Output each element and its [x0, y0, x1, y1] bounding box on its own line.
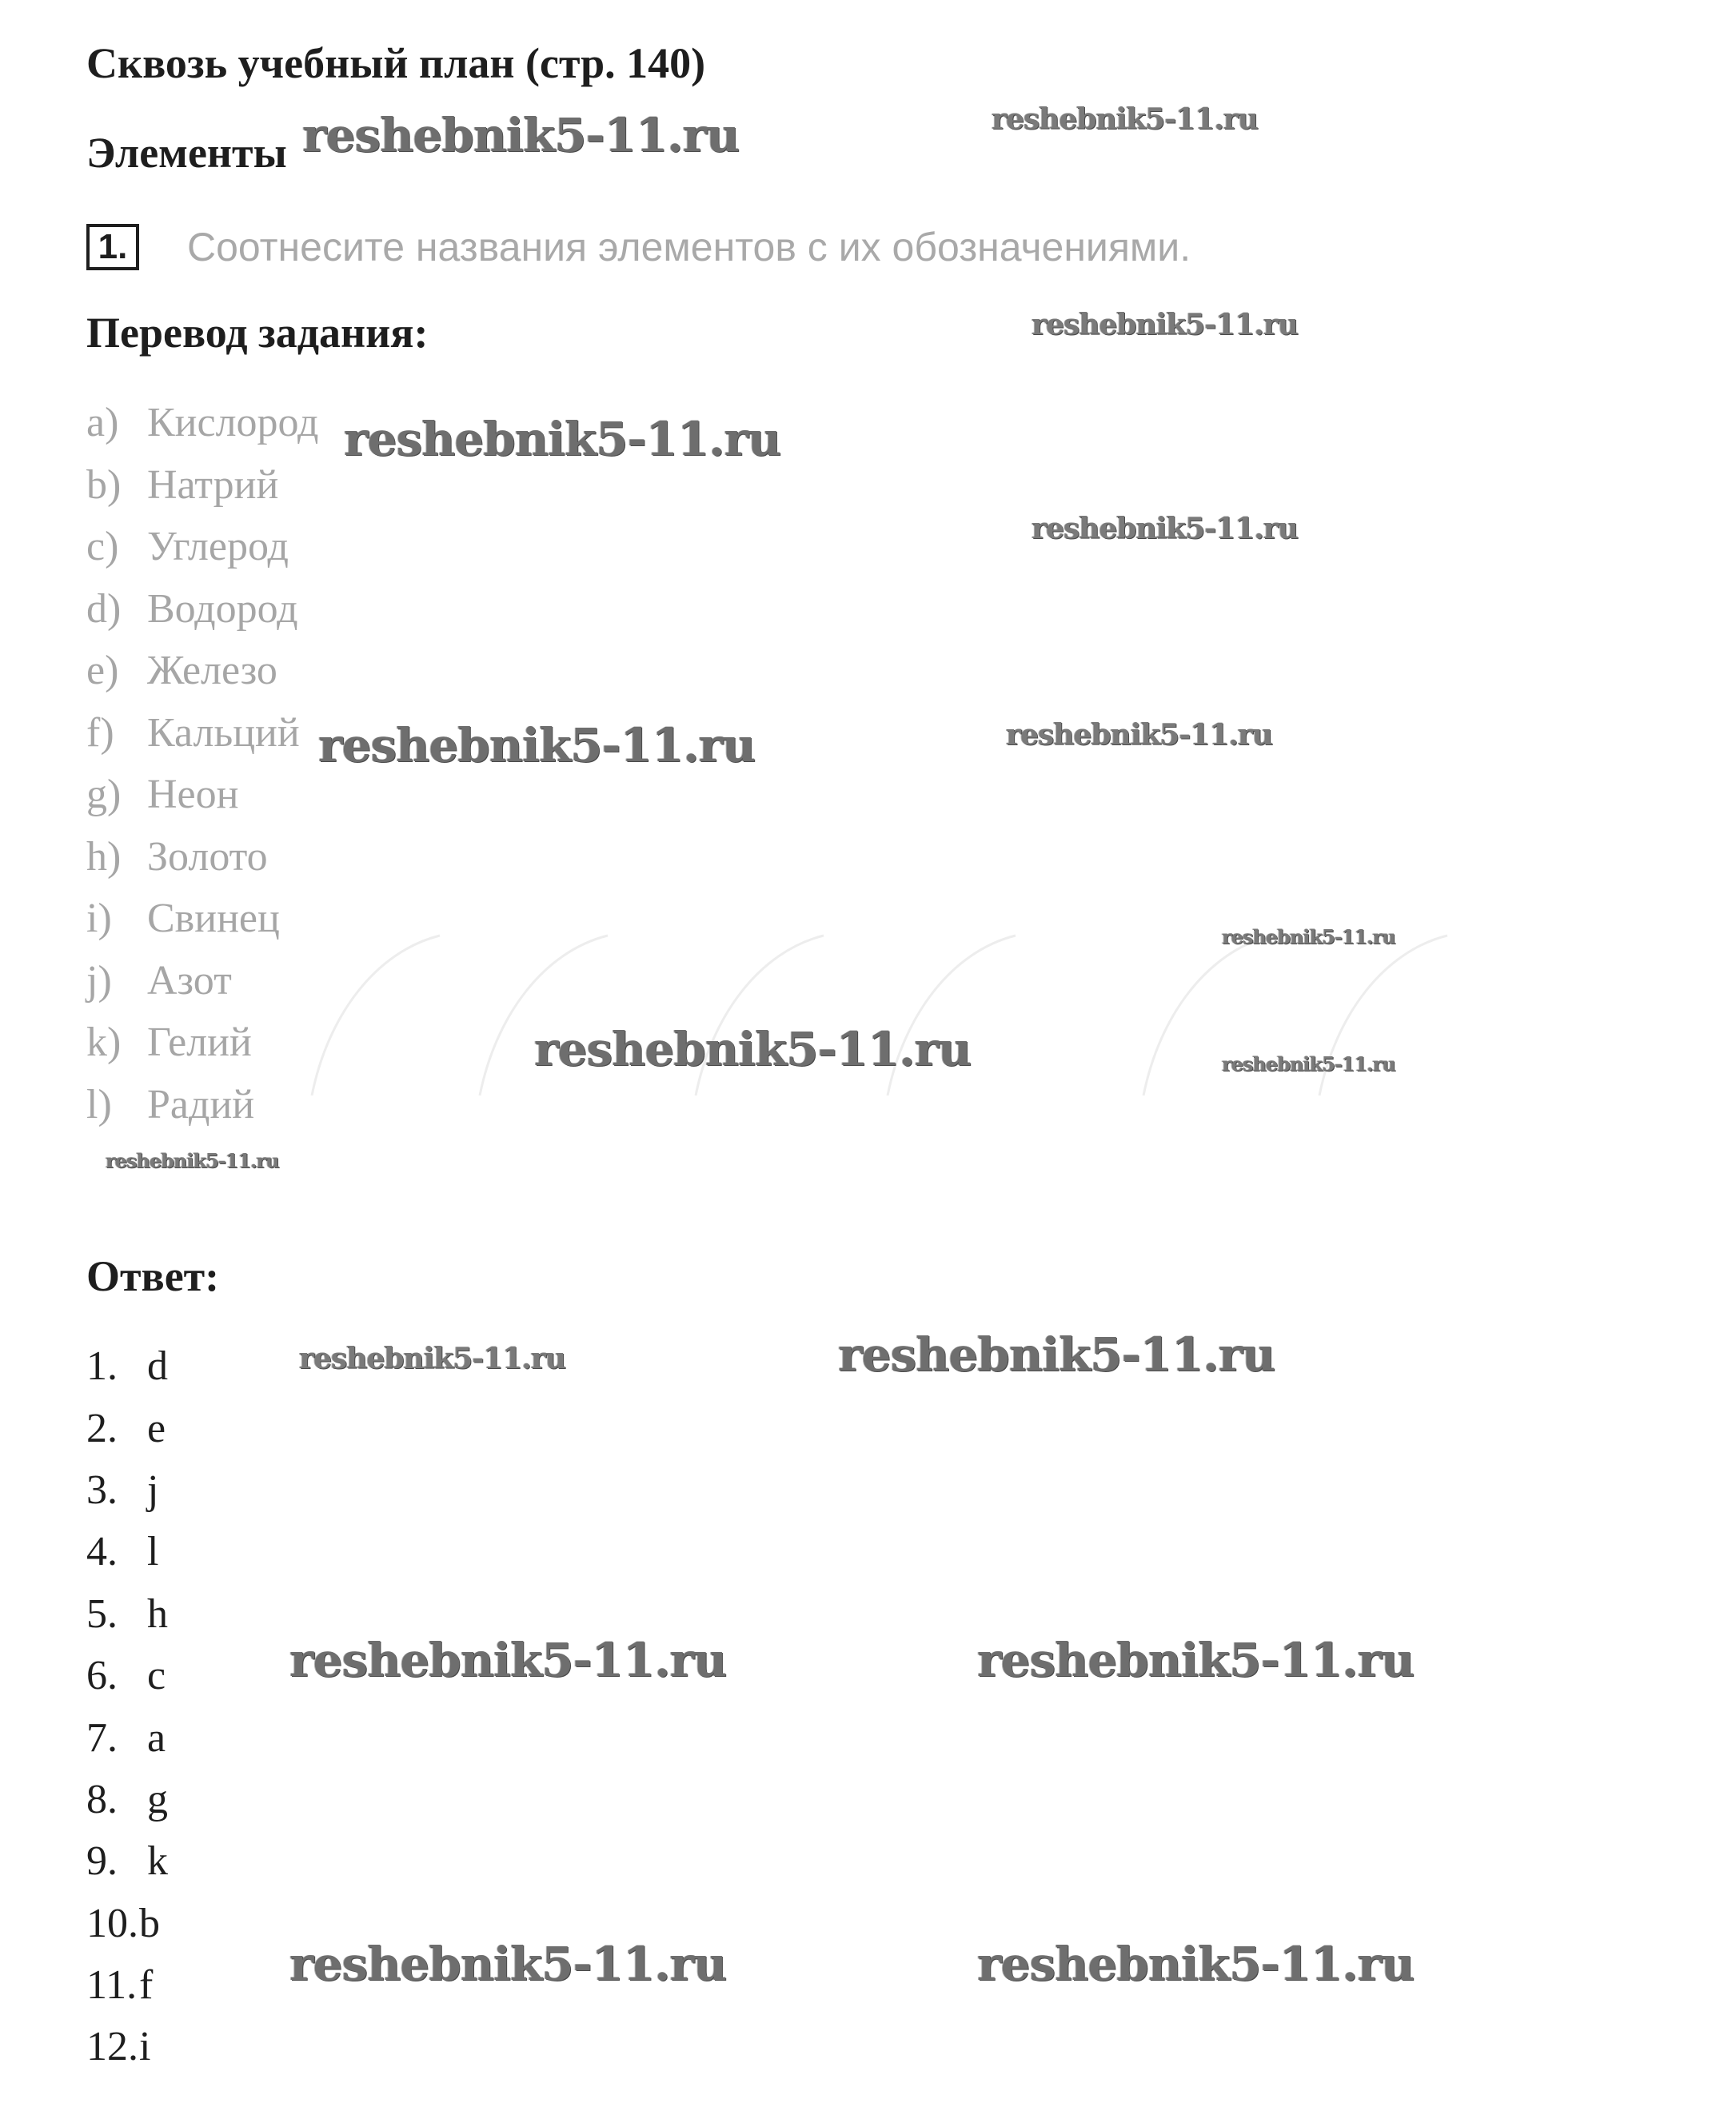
answer-value: b [139, 1900, 160, 1946]
translation-heading: Перевод задания: [86, 309, 429, 357]
watermark: reshebnik5-11.ru [992, 102, 1258, 136]
item-name: Железо [147, 648, 277, 694]
watermark: reshebnik5-11.ru [977, 1937, 1415, 1991]
answer-number: 8. [86, 1776, 118, 1822]
answer-item [86, 1335, 168, 1397]
answer-item [86, 1830, 168, 1892]
answer-value: h [147, 1590, 168, 1637]
answer-value: i [139, 2024, 151, 2070]
answer-value: k [147, 1838, 168, 1885]
watermark: reshebnik5-11.ru [302, 108, 740, 162]
answer-value: a [147, 1714, 166, 1761]
answer-number: 3. [86, 1467, 118, 1513]
watermark: reshebnik5-11.ru [106, 1149, 279, 1172]
answer-value: f [139, 1962, 154, 2009]
list-item [86, 764, 319, 826]
answer-number: 6. [86, 1653, 118, 1699]
elements-list [86, 392, 319, 1135]
item-name: Кальций [147, 709, 300, 756]
answer-heading: Ответ: [86, 1252, 220, 1300]
list-item [86, 1012, 319, 1074]
item-name: Радий [147, 1081, 255, 1127]
answer-value: d [147, 1343, 168, 1390]
item-letter: f) [86, 709, 114, 756]
watermark: reshebnik5-11.ru [1032, 512, 1298, 545]
watermark: reshebnik5-11.ru [289, 1937, 727, 1991]
watermark: reshebnik5-11.ru [289, 1633, 727, 1687]
answer-item [86, 1459, 168, 1521]
answer-item [86, 2016, 168, 2077]
answer-number: 1. [86, 1343, 118, 1390]
answer-value: g [147, 1776, 168, 1822]
item-letter: d) [86, 585, 122, 632]
answer-value: l [147, 1529, 159, 1575]
item-name: Свинец [147, 896, 280, 942]
answer-number: 7. [86, 1714, 118, 1761]
item-letter: a) [86, 400, 119, 446]
answer-number: 10. [86, 1900, 138, 1946]
item-name: Углерод [147, 524, 289, 570]
watermark: reshebnik5-11.ru [344, 412, 781, 466]
answer-item [86, 1706, 168, 1768]
item-letter: k) [86, 1020, 122, 1066]
background-arcs-decoration [280, 920, 1495, 1111]
answers-list [86, 1335, 168, 2078]
watermark: reshebnik5-11.ru [534, 1022, 972, 1076]
answer-item [86, 1645, 168, 1706]
answer-item [86, 1893, 168, 1954]
list-item [86, 392, 319, 454]
list-item [86, 826, 319, 888]
answer-item [86, 1769, 168, 1830]
task-number-badge: 1. [86, 224, 139, 270]
watermark: reshebnik5-11.ru [318, 718, 756, 772]
list-item [86, 702, 319, 764]
answer-item [86, 1954, 168, 2016]
list-item [86, 640, 319, 702]
item-letter: b) [86, 461, 122, 508]
answer-item [86, 1583, 168, 1645]
list-item [86, 578, 319, 640]
task-text: Соотнесите названия элементов с их обозначениями. [187, 225, 1191, 269]
answer-number: 5. [86, 1590, 118, 1637]
watermark: reshebnik5-11.ru [1006, 718, 1272, 752]
answer-value: e [147, 1405, 166, 1451]
list-item [86, 454, 319, 517]
item-name: Водород [147, 585, 298, 632]
task-row [86, 224, 1191, 270]
watermark: reshebnik5-11.ru [1222, 1052, 1395, 1075]
answer-number: 2. [86, 1405, 118, 1451]
list-item [86, 516, 319, 578]
item-letter: g) [86, 772, 122, 818]
page-title: Сквозь учебный план (стр. 140) [86, 39, 706, 87]
answer-value: j [147, 1467, 159, 1513]
answer-item [86, 1521, 168, 1582]
answer-value: c [147, 1653, 166, 1699]
watermark: reshebnik5-11.ru [977, 1633, 1415, 1687]
answer-number: 4. [86, 1529, 118, 1575]
item-letter: h) [86, 833, 122, 880]
section-heading: Элементы [86, 129, 287, 177]
item-letter: j) [86, 957, 112, 1004]
list-item [86, 950, 319, 1012]
answer-item [86, 1397, 168, 1459]
watermark: reshebnik5-11.ru [1032, 308, 1298, 341]
answer-number: 9. [86, 1838, 118, 1885]
answer-number: 12. [86, 2024, 138, 2070]
item-name: Неон [147, 772, 239, 818]
watermark: reshebnik5-11.ru [838, 1327, 1275, 1382]
item-name: Золото [147, 833, 268, 880]
list-item [86, 1074, 319, 1136]
watermark: reshebnik5-11.ru [299, 1342, 565, 1375]
item-name: Натрий [147, 461, 279, 508]
item-letter: e) [86, 648, 119, 694]
item-letter: c) [86, 524, 119, 570]
item-name: Кислород [147, 400, 319, 446]
list-item [86, 888, 319, 950]
item-name: Гелий [147, 1020, 252, 1066]
item-letter: l) [86, 1081, 112, 1127]
answer-number: 11. [86, 1962, 138, 2009]
watermark: reshebnik5-11.ru [1222, 925, 1395, 948]
item-letter: i) [86, 896, 112, 942]
item-name: Азот [147, 957, 232, 1004]
